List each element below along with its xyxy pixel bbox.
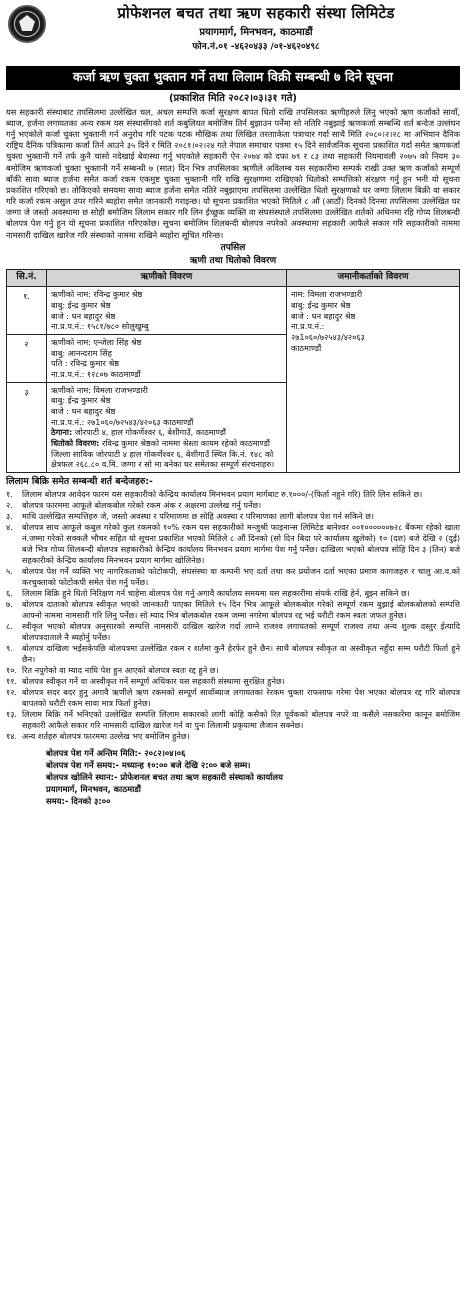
term-text: बोलपत्र दाखिला भईसकेपछि बोलपत्रमा उल्लेखित रकम र शर्तमा कुनै हेरफेर हुने छैन। साथै बोलपत्र स्वीकृत वा अस्वीकृत नहुँदा सम्म धरौटी फिर्ता हुने छैन। bbox=[22, 643, 460, 665]
term-number: १२. bbox=[6, 687, 17, 698]
term-text: रित नपुगेको वा म्याद नाघि पेश हुन आएको बोलपत्र स्वतः रद्द हुने छ। bbox=[22, 665, 219, 676]
collateral-text: रविन्द्र कुमार श्रेष्ठको नाममा श्रेस्ता कायम रहेको काठमाण्डौं जिल्ला साविक जोरपाटी ४ हाल गोकर्णेश्वर ६, बेशीगाउँ स्थित कि.नं. १४८ को क्षेत्रफल २६८.८० व.मि. जग्गा र सो मा बनेका घर समेतका सम्पूर्ण संरचनाहरु। bbox=[51, 438, 275, 470]
table-row bbox=[7, 287, 460, 335]
term-number: २. bbox=[6, 500, 13, 511]
org-phone: फोन.नं.०१ -४६२०४३३ /०१-४६२०४९८ bbox=[192, 42, 320, 52]
term-item bbox=[6, 676, 460, 687]
borrower-line: ऋणीको नाम: रविन्द्र कुमार श्रेष्ठ bbox=[51, 289, 143, 300]
address-text: जोरपाटी ४, हाल गोकर्णेश्वर ६, बेशीगाउँ, काठमाण्डौं bbox=[72, 427, 227, 438]
term-number: ७. bbox=[6, 599, 13, 610]
term-text: लिलाम बोलपत्र आवेदन फारम यस सहकारीको केन्द्रिय कार्यालय मिनभवन प्रयाग मार्गबाट रु.१०००/-(फिर्ता नहुने गरि) तिरि लिन सकिने छ। bbox=[22, 489, 423, 500]
bid-opening-time: समय:- दिनको ३:०० bbox=[46, 795, 111, 806]
term-item bbox=[6, 665, 460, 676]
bid-deadline-block bbox=[6, 748, 460, 808]
row-serial: ३ bbox=[7, 382, 47, 472]
borrower-line: पति : रविन्द्र कुमार श्रेष्ठ bbox=[51, 358, 119, 369]
term-number: ६. bbox=[6, 588, 13, 599]
term-text: बोलपत्र पेश गर्ने व्यक्ति भए नागरिकताको फोटोकपी, संघसंस्था वा कम्पनी भए दर्ता तथा कर प्रयोजन दर्ता भएका प्रमाण कागजहरु र चालु आ.व.को करचुक्ताको फोटोकपी समेत पेश गर्नु पर्नेछ। bbox=[22, 566, 460, 588]
term-text: बोलपत्र फारममा आफूले बोलकबोल गरेको रकम अंक र अक्षरमा उल्लेख गर्नु पर्नेछ। bbox=[22, 500, 262, 511]
term-item bbox=[6, 709, 460, 731]
col-borrower: ऋणीको विवरण bbox=[47, 270, 287, 287]
borrower-line: बाबु: ईन्द्र कुमार श्रेष्ठ bbox=[51, 299, 111, 310]
term-number: ९. bbox=[6, 643, 13, 654]
borrower-details bbox=[47, 334, 287, 382]
guarantor-line: काठमाण्डौं bbox=[291, 342, 322, 353]
guarantor-line: बाबु: ईन्द्र कुमार श्रेष्ठ bbox=[291, 299, 351, 310]
term-number: १३. bbox=[6, 709, 17, 720]
notice-banner: कर्जा ऋण चुक्ता भुक्तान गर्ने तथा लिलाम विक्री सम्बन्धी ७ दिने सूचना bbox=[6, 66, 460, 90]
term-item bbox=[6, 511, 460, 522]
term-number: १०. bbox=[6, 665, 17, 676]
term-item bbox=[6, 489, 460, 500]
org-name: प्रोफेशनल बचत तथा ऋण सहकारी संस्था लिमिटेड bbox=[117, 4, 395, 22]
col-guarantor: जमानीकर्ताको विवरण bbox=[287, 270, 460, 287]
borrower-line: ना.प्र.प.नं.: १२८०७ काठमाण्डौं bbox=[51, 369, 141, 379]
term-number: ८. bbox=[6, 621, 13, 632]
term-item bbox=[6, 731, 460, 742]
table-title: तपसिल bbox=[220, 242, 246, 253]
borrower-line: बाबु: आनन्दराम सिंह bbox=[51, 347, 112, 358]
guarantor-line: २७1०६०/७२५४३/४२०६३ bbox=[291, 331, 365, 342]
cooperative-logo bbox=[8, 5, 46, 43]
term-text: माथि उल्लेखित सम्पत्तिहरु जे, जस्तो अवस्था र परिमाणमा छ सोहि अवस्था र परिमाणका लागी बोलपत्र पेश गर्न सकिने छ। bbox=[22, 511, 374, 522]
guarantor-line: नाम: विमला राजभण्डारी bbox=[291, 289, 363, 300]
term-text: बोलपत्र दाताको बोलपत्र स्वीकृत भएको जानकारी पाएका मितिले १५ दिन भित्र आफूले बोलकबोल गरेको सम्पूर्ण रकम बुझाई बोलकबोलको सम्पत्ति आफ्नो नाममा नामसारी गरि लिनु पर्नेछ। सो म्याद भित्र बोलकबोल रकम जम्मा नगरेमा बोलपत्र रद्द भई धरौटी रकम स्वतः जफत हुनेछ। bbox=[22, 599, 460, 621]
term-item bbox=[6, 588, 460, 599]
borrower-line: बाजे : धन बहादुर श्रेष्ठ bbox=[51, 310, 116, 321]
term-item bbox=[6, 599, 460, 621]
term-text: लिलाम बिक्रि गर्ने भनिएको उल्लेखित सम्पत्ति लिलाम सकारको लागी कोहि कसैको रित पूर्वकको बोलपत्र नपरे वा कसैले नसकारेमा कानून बमोजिम सहकारी आफैले सकार गरि नामसारी दाखिल खारेज गर्न वा पुनः लिलामी प्रकृयामा लैजान सक्नेछ। bbox=[22, 709, 460, 731]
borrower-line: बाजे : धन बहादुर श्रेष्ठ bbox=[51, 406, 116, 417]
term-item bbox=[6, 621, 460, 643]
bid-opening-address: प्रयागमार्ग, मिनभवन, काठमाडौं bbox=[46, 783, 141, 794]
bid-deadline-date: बोलपत्र पेश गर्ने अन्तिम मिति:- २०८२।०४।०६ bbox=[46, 748, 186, 759]
guarantor-line: ना.प्र.प.नं.: bbox=[291, 321, 325, 332]
borrower-line: ना.प्र.प.नं.: १५८१/७८० सोलुखुम्बु bbox=[51, 321, 149, 332]
borrower-line: ना.प्र.प.नं.: २७1०६०/७२५४३/४२०६३ काठमाण्डौं bbox=[51, 416, 194, 427]
term-number: ५. bbox=[6, 566, 13, 577]
term-number: ११. bbox=[6, 676, 17, 687]
term-item bbox=[6, 566, 460, 588]
term-number: ३. bbox=[6, 511, 13, 522]
term-text: बोलपत्र साथ आफूले कबुल गरेको कुल रकमको १०% रकम यस सहकारीको मन्जुश्री फाइनान्स लिमिटेड बानेश्वर ००१००००००७२८ बैंकमा रहेको खाता नं.जम्मा गरेको सक्कलै भौचर सहित यो सूचना प्रकाशित भएको मितिले ८ औं दिनको (सो दिन बिदा परे कार्यालय खुलेको) १० (दश) बजे देखि २ (दुई) बजे भित्र गोप्य शिलबन्दी बोलपत्र सहकारीको केन्द्रिय कार्यालय मिनभवन प्रयाग मार्गमा पेश गर्नु पर्नेछ। दाखिला भएको बोलपत्र सोहि दिन ३ (तिन) बजे सहकारीको केन्द्रिय कार्यालय मिनभवन प्रयाग मार्गमा खोलिनेछ। bbox=[22, 522, 460, 566]
col-serial: सि.नं. bbox=[7, 270, 47, 287]
term-text: अन्य शर्तहरु बोलपत्र फारममा उल्लेख भए बमोजिम हुनेछ। bbox=[22, 731, 190, 742]
borrower-details bbox=[47, 382, 287, 472]
bid-opening-place: बोलपत्र खोलिने स्थान:- प्रोफेशनल बचत तथा ऋण सहकारी संस्थाको कार्यालय bbox=[46, 772, 283, 783]
row-serial: २ bbox=[7, 334, 47, 382]
borrower-address bbox=[51, 427, 282, 438]
borrower-details bbox=[47, 287, 287, 335]
term-text: बोलपत्र सदर बदर हुनु अगावै ऋणीले ऋण रकमको सम्पूर्ण सावाँब्याज लगायतका रेरकम चुक्ता राफसाफ गरेमा पेश भएका बोलपत्र रद्द गरि बोलपत्र बापतको धरौटी रकम सावा मात्र फिर्ता हुनेछ। bbox=[22, 687, 460, 709]
terms-title: लिलाम बिक्रि समेत सम्बन्धी शर्त बन्देजहरु:- bbox=[6, 476, 153, 488]
notice-body: यस सहकारी संस्थाबाट तपसिलमा उल्लेखित चल, अचल सम्पत्ति कर्जा सुरक्षण बापत धितो राखि तपसिलका ऋणीहरुले लिनु भएको ऋण कर्जाको सावाँ, ब्याज, हर्जना लगायतका अन्य रकम यस संस्थासँगको शर्त कबुलियत बमोजिम तिर्न बुझाउन पर्नेमा सो नतिरि नबुझाई ऋणकर्जा सम्बन्धि शर्त बन्देज उल्लंघन गर्नु भएकोले कर्जा चुक्ता भुक्तानी गर्न अनुरोध गरि पटक पटक मौखिक तथा लिखित तरतााकेता पत्राचार गर्दा साथै मिति २०८०।२।२८ मा अभियान दैनिक राष्ट्रिय दैनिक पत्रिकामा कर्जा तिर्न आउने ३५ दिने र मिति २०८१।०२।२४ गते नेपाल समाचार पत्रमा १५ दिने सार्वजनिक सूचना प्रकाशित गर्दा समेत ऋणकर्जा चुक्ता भुक्तानी गर्ने तर्फ कुनै चासो नदेखाई बेवास्था गर्नु भएकोले सहकारी ऐन २०७४ को दफा ७९ र ८३ तथा सहकारी नियमावली २०७५ को नियम ३० बमोजिम ऋणकर्जा चुक्ता भुक्तानी गर्ने सम्बन्धी ७ (सात) दिन भित्र तपसिलका ऋणीले अविलम्ब यस सहकारीमा सम्पर्क राखी उक्त ऋण कर्जाको सम्पूर्ण बाँकी सावा ब्याज हर्जना समेत कर्जा रकम एकमुष्ट चुक्ता भुक्तानी गरि राखि सुरक्षणमा राखिएको धितोको सम्पत्तिको संरक्षण गर्नु हुन भनी यो सूचना प्रकाशित गरिएको छ। तोकिएको समयमा सावा ब्याज हर्जना समेत नतिरे नबुझाएमा तपसिलमा उल्लेखित धितो सुरक्षणको घर जग्गा लिलाम बिक्री वा सकार गरि कर्जा रकम असुल उपर गरिने ब्यहोरा समेत जानकारी गराइन्छ। यो सूचना प्रकाशित भएको मितिले ८ औं (आठौं) दिनको दिनमा तपसिलमा उल्लेखित घर जग्गा जे जस्तो अवस्थामा छ सोही बमोजिम लिलाम सकार गरि लिन ईच्छुक व्यक्ति वा संघसंस्थाले तपसिलमा उल्लेखित शर्तको अधिनमा रहि गोप्य शिलबन्दी बोलपत्र पेश गर्नु हुन यो सूचना प्रकाशित गरिएकोछ। सूचना बमोजिम शिलबन्दी बोलपत्र नपरेको अवस्थामा सहकारी आफैले सकार गरि सहकारीको नाममा नामसारी दाखिल खारेज गरि संस्थाको नाममा राखिने ब्यहोरा सूचित गरिन्छ। bbox=[6, 106, 460, 240]
bid-submission-time: बोलपत्र पेश गर्ने समय:- मध्यान्ह १०:०० बजे देखि २:०० बजे सम्म। bbox=[46, 760, 251, 771]
row-serial: १. bbox=[7, 287, 47, 335]
guarantor-line: बाजे : धन बहादुर श्रेष्ठ bbox=[291, 310, 356, 321]
term-text: लिलाम बिक्रि हुने धितो निरिक्षण गर्न चाहेमा बोलपत्र पेश गर्नु अगावै कार्यालय समयमा यस सहकारीमा संपर्क राखि हेर्न, बुझ्न सकिने छ। bbox=[22, 588, 410, 599]
term-number: ४. bbox=[6, 522, 13, 533]
collateral-label: धितोको विवरण: bbox=[51, 438, 100, 449]
borrower-line: ऋणीको नाम: एन्जेला सिंह श्रेष्ठ bbox=[51, 336, 142, 347]
term-number: १. bbox=[6, 489, 13, 500]
table-header-row bbox=[7, 270, 460, 287]
org-address: प्रयागमार्ग, मिनभवन, काठमाडौं bbox=[199, 27, 313, 38]
term-item bbox=[6, 500, 460, 511]
term-item bbox=[6, 522, 460, 566]
collateral-details bbox=[51, 438, 282, 470]
borrower-line: ऋणीको नाम: विमला राजभण्डारी bbox=[51, 384, 148, 395]
published-date: (प्रकाशित मिति २०८२।०३।३१ गते) bbox=[168, 92, 297, 104]
table-subtitle: ऋणी तथा धितोको विवरण bbox=[189, 255, 277, 266]
term-number: १४. bbox=[6, 731, 17, 742]
borrower-line: बाबु: ईन्द्र कुमार श्रेष्ठ bbox=[51, 395, 111, 406]
terms-list bbox=[6, 489, 460, 742]
notice-header bbox=[6, 3, 460, 61]
term-item bbox=[6, 687, 460, 709]
term-text: स्वीकृत भएको बोलपत्र अनुसारको सम्पत्ति नामसारी दाखिल खारेज गर्दा लाग्ने राजश्व लगायतको सम्पूर्ण राजश्व तथा अन्य शुल्क दस्तुर ईत्यादि बोलपत्रदाताले नै ब्यहोर्नु पर्नेछ। bbox=[22, 621, 460, 643]
guarantor-details bbox=[287, 287, 460, 473]
address-label: ठेगाना: bbox=[51, 427, 73, 438]
term-item bbox=[6, 643, 460, 665]
borrower-table bbox=[6, 269, 460, 473]
term-text: बोलपत्र स्वीकृत गर्ने वा अस्वीकृत गर्ने सम्पूर्ण अधिकार यस सहकारी संस्थामा सुरक्षित हुनेछ। bbox=[22, 676, 285, 687]
